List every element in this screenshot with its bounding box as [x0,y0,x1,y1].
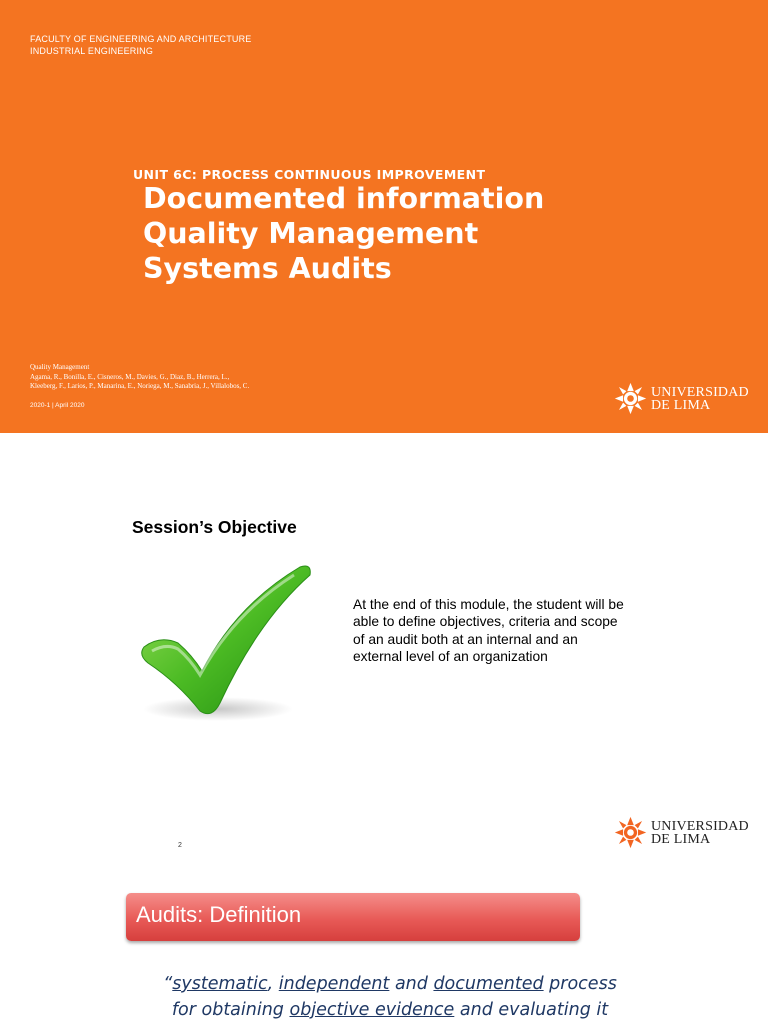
unit-label: UNIT 6C: PROCESS CONTINUOUS IMPROVEMENT [133,167,486,182]
department-name: INDUSTRIAL ENGINEERING [30,46,154,56]
page-number: 2 [178,842,182,849]
logo-text-line-2: DE LIMA [651,397,711,413]
university-logo [614,816,749,849]
quote-mark: “ [163,974,173,994]
term-documented: documented [433,974,544,994]
slide-title [143,181,544,286]
term-independent: independent [278,974,390,994]
checkmark-icon [138,559,318,729]
date-label: 2020-1 | April 2020 [30,402,85,409]
course-name: Quality Management [30,363,90,371]
quote-line-1: “systematic, independent and documented process [163,974,617,994]
term-systematic: systematic [172,974,268,994]
logo-text-line-2: DE LIMA [651,831,711,847]
quote-line-2: for obtaining objective evidence and evaluating it [171,1000,609,1020]
objective-heading: Session’s Objective [132,517,297,537]
faculty-name: FACULTY OF ENGINEERING AND ARCHITECTURE [30,34,252,44]
definition-quote [140,971,640,1023]
definition-title: Audits: Definition [136,902,302,927]
course-credits [30,363,249,392]
title-line-3: Systems Audits [143,252,392,285]
faculty-header [30,33,252,57]
university-star-icon [614,382,647,415]
title-slide [0,0,768,433]
authors-line-2: Kleeberg, F., Larios, P., Manarina, E., Noriega, M., Sanabria, J., Villalobos, C. [30,382,250,390]
term-objective-evidence: objective evidence [289,1000,455,1020]
objective-text: At the end of this module, the student will be able to define objectives, criteria and scope of an audit both at an internal and an external level of an organization [353,597,624,664]
title-line-2: Quality Management [143,217,479,250]
objective-slide [0,433,768,869]
authors-line-1: Agama, R., Bonilla, E., Cisneros, M., Davies, G., Diaz, B., Herrera, L., [30,372,230,381]
title-line-1: Documented information [143,182,545,215]
logo-text-line-1: UNIVERSIDAD [651,384,749,400]
university-star-icon [614,816,647,849]
university-logo [614,382,749,415]
definition-slide [0,869,768,1024]
logo-text-line-1: UNIVERSIDAD [651,818,749,834]
